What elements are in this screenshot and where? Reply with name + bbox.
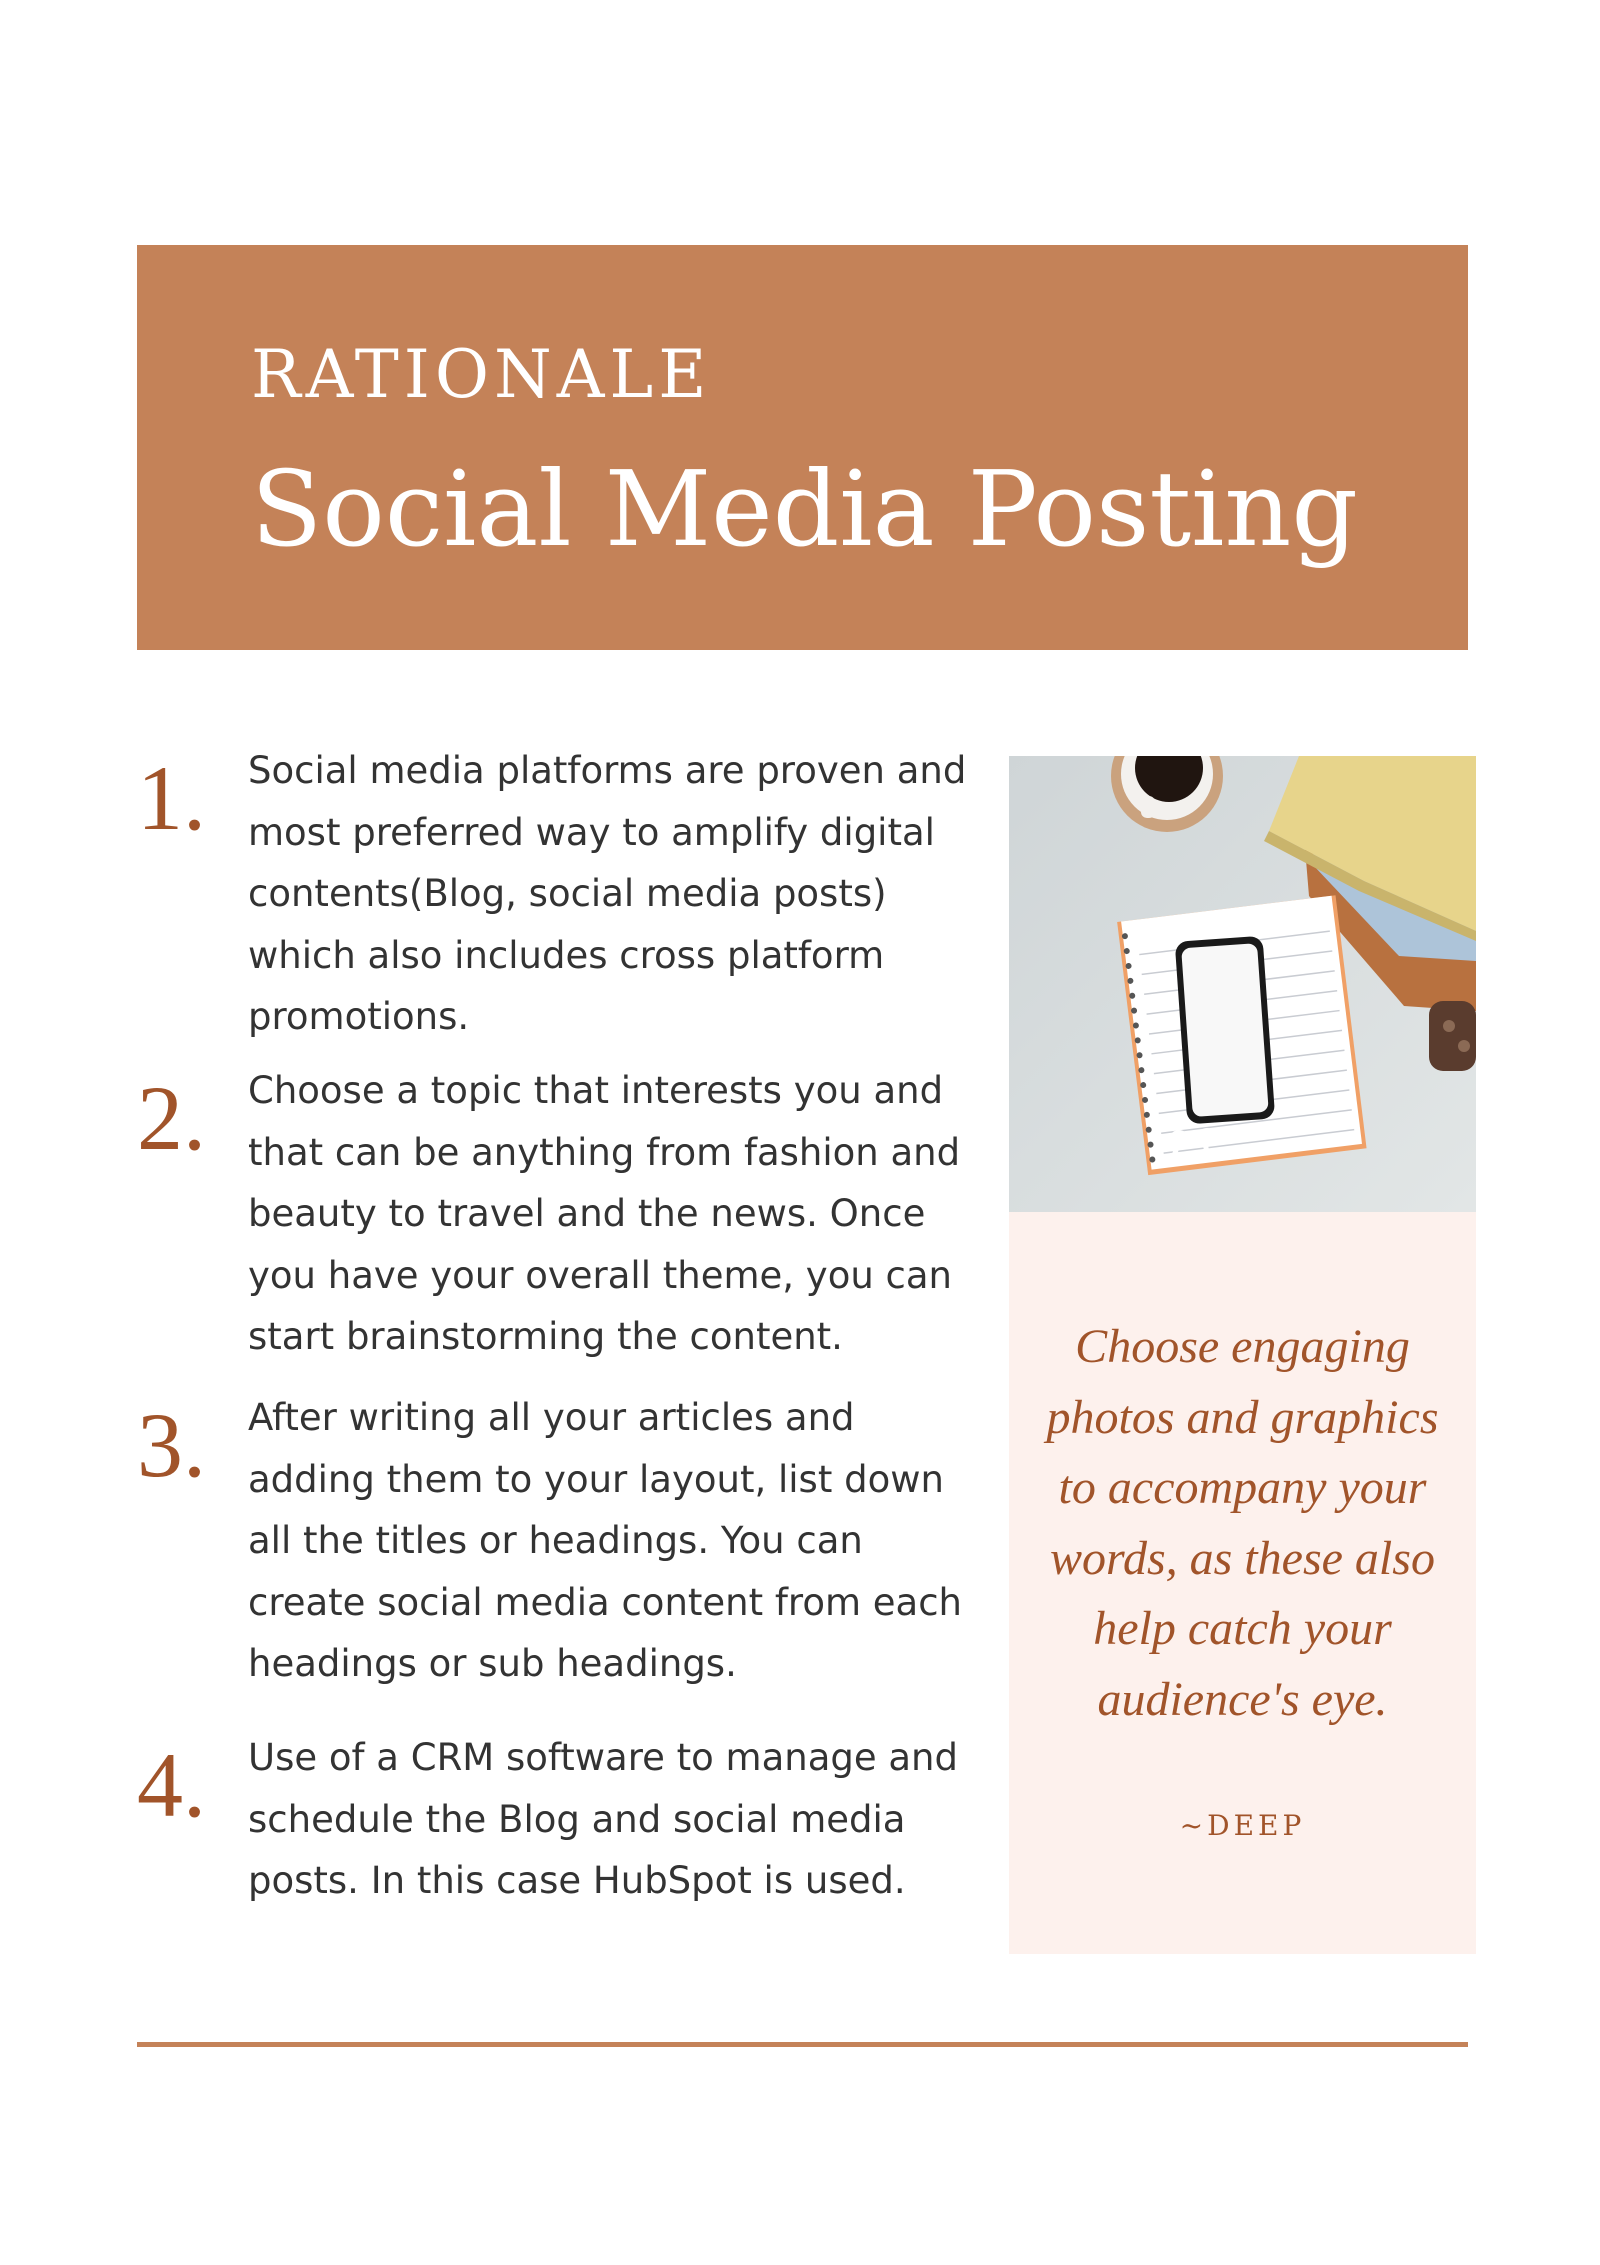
step-text: After writing all your articles and adding them to your layout, list down all the titles or headings. You can create social media content from each headings or sub headings.	[248, 1396, 962, 1685]
step-text: Use of a CRM software to manage and schedule the Blog and social media posts. In this case HubSpot is used.	[248, 1736, 958, 1902]
step-number: 1.	[137, 747, 206, 849]
step-number: 4.	[137, 1734, 206, 1836]
step-number: 3.	[137, 1394, 206, 1496]
step-number: 2.	[137, 1067, 206, 1169]
bottom-divider	[137, 2042, 1468, 2047]
quote-text: Choose engaging photos and graphics to accompany your words, as these also help catch your audience's eye.	[1046, 1320, 1439, 1726]
quote-panel	[1009, 1212, 1476, 1954]
page-title: Social Media Posting	[251, 448, 1358, 570]
quote-author: ~DEEP	[1179, 1809, 1306, 1842]
step-text: Social media platforms are proven and most preferred way to amplify digital contents(Blog, social media posts) which also includes cross platform promotions.	[248, 749, 967, 1038]
desk-photo	[1009, 756, 1476, 1212]
smartphone-icon	[1175, 936, 1276, 1125]
step-text: Choose a topic that interests you and that can be anything from fashion and beauty to travel and the news. Once you have your overall theme, you can start brainstorming the content.	[248, 1069, 961, 1358]
header-banner	[137, 245, 1468, 650]
header-kicker: RATIONALE	[251, 336, 712, 413]
